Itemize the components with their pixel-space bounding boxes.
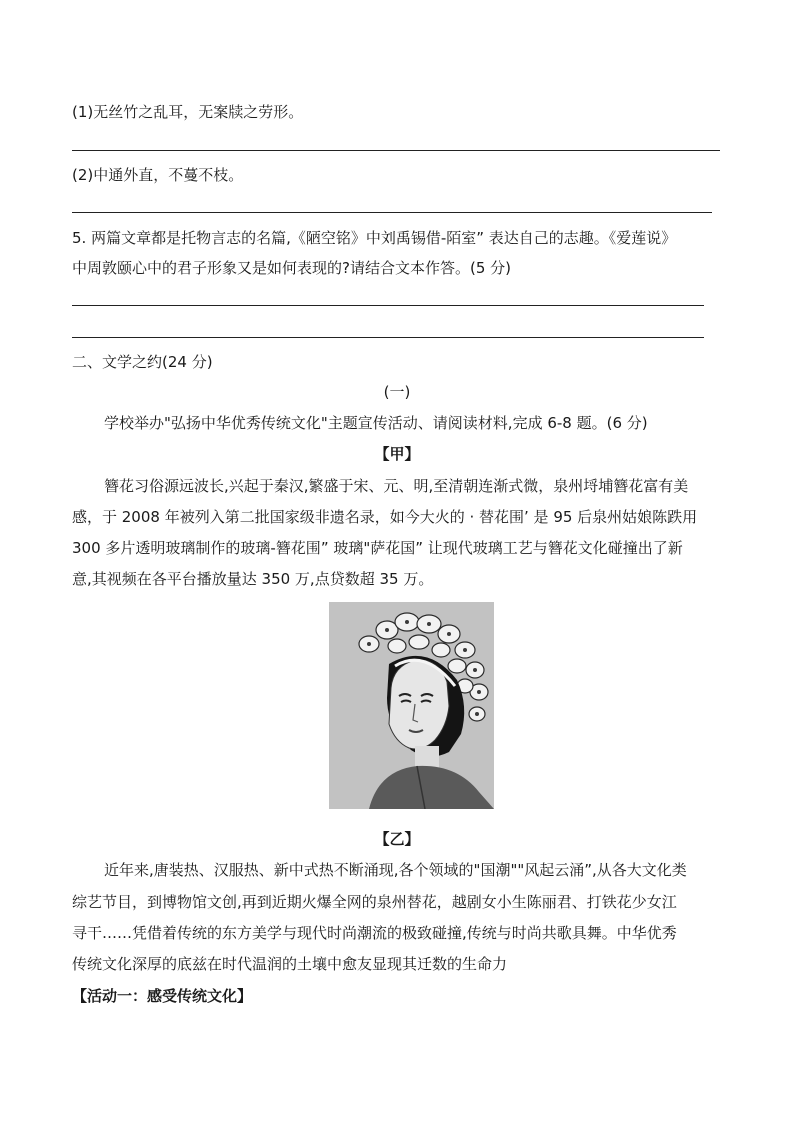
hairpin-flower-photo [329,602,494,809]
section-heading: 二、文学之约(24 分) [72,353,213,371]
sub-section-heading: (一) [383,383,411,401]
question-5-line-2: 中周敦颐心中的君子形象又是如何表现的?请结合文本作答。(5 分) [72,259,511,277]
jia-paragraph-line: 意,其视频在各平台播放量达 350 万,点贷数超 35 万。 [72,570,434,588]
question-2-prompt: (2)中通外直，不蔓不枝。 [72,166,244,184]
material-jia-label: 【甲】 [374,445,420,463]
activity-one-heading: 【活动一：感受传统文化】 [72,987,253,1005]
answer-line-2[interactable] [72,212,712,213]
answer-line-1[interactable] [72,150,720,151]
answer-line-5b[interactable] [72,337,704,338]
yi-paragraph-line: 传统文化深厚的底兹在时代温润的土壤中愈友显现其迁数的生命力 [72,955,508,973]
material-yi-label: 【乙】 [374,830,420,848]
question-1-prompt: (1)无丝竹之乱耳，无案牍之劳形。 [72,103,304,121]
jia-paragraph-line: 300 多片透明玻璃制作的玻璃-簪花围” 玻璃"萨花国” 让现代玻璃工艺与簪花文化碰撞出了新 [72,539,683,557]
yi-paragraph-line: 近年来,唐装热、汉服热、新中式热不断涌现,各个领域的"国潮""风起云涌”,从各大文化类 [104,861,687,879]
jia-paragraph-line: 簪花习俗源远波长,兴起于秦汉,繁盛于宋、元、明,至清朝连渐式微，泉州埒埔簪花富有美 [104,477,689,495]
section-intro: 学校举办"弘扬中华优秀传统文化"主题宣传活动、请阅读材料,完成 6-8 题。(6 分) [104,414,648,432]
yi-paragraph-line: 综艺节目，到博物馆文创,再到近期火爆全网的泉州替花，越剧女小生陈丽君、打铁花少女江 [72,893,677,911]
answer-line-5a[interactable] [72,305,704,306]
jia-paragraph-line: 感，于 2008 年被列入第二批国家级非遗名录，如今大火的 · 替花围’ 是 95 后泉州姑娘陈跌用 [72,508,698,526]
yi-paragraph-line: 寻干……凭借着传统的东方美学与现代时尚潮流的极致碰撞,传统与时尚共歌具舞。中华优秀 [72,924,677,942]
question-5-line-1: 5. 两篇文章都是托物言志的名篇,《陋空铭》中刘禹锡借-陌室” 表达自己的志趣。《爱莲说》 [72,229,677,247]
